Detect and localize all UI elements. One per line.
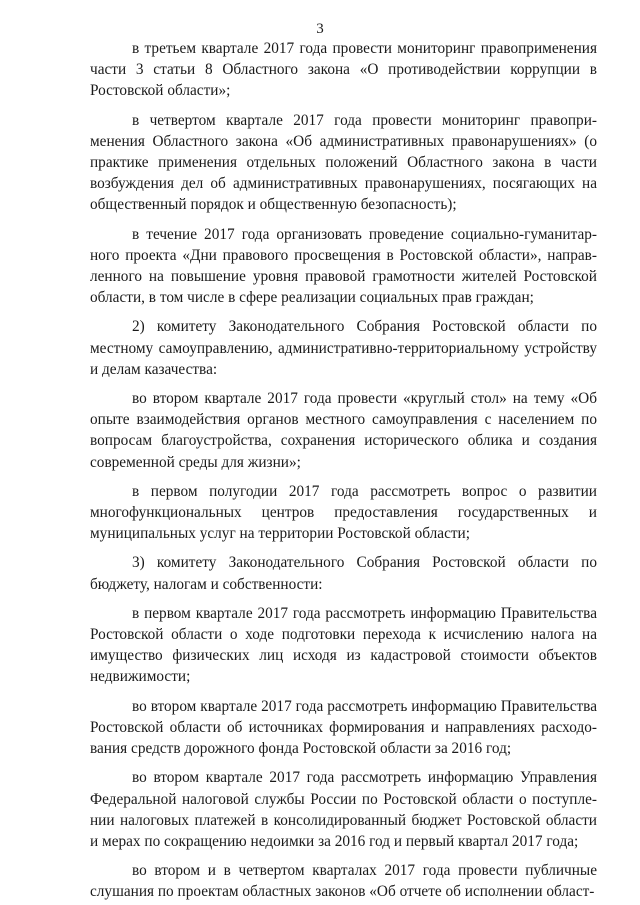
paragraph: в первом квартале 2017 года рассмотреть информацию Правительства Ростовской области о ходе подготовки перехода к исчислению налога на имущество физических лиц исходя из кадастровой стоимости объектов недвижимости; [90,604,597,686]
paragraph: во втором квартале 2017 года рассмотреть информацию Управления Федеральной налоговой службы России по Ростовской области о поступлении налоговых платежей в консолидированный бюджет Ростовской области и мерах по сокращению недоимки за 2016 год и первый квартал 2017 года; [90,769,597,850]
paragraph: во втором и в четвертом кварталах 2017 года провести публичные слушания по проектам областных законов «Об отчете об исполнении област- [90,862,597,901]
paragraph: во втором квартале 2017 года провести «круглый стол» на тему «Об опыте взаимодействия органов местного самоуправления с населением по вопросам благоустройства, сохранения исторического облика и создания современной среды для жизни»; [90,390,597,471]
paragraph: 2) комитету Законодательного Собрания Ростовской области по местному самоуправлению, административно-территориальному устройству и делам казачества: [90,318,597,378]
paragraph: в первом полугодии 2017 года рассмотреть вопрос о развитии многофункциональных центров предоставления государственных и муниципальных услуг на территории Ростовской области; [90,482,597,543]
paragraph: в четвертом квартале 2017 года провести мониторинг правоприменения Областного закона «Об административных правонарушениях» (о практике применения отдельных положений Областного закона в части возбуждения дел об административных правонарушениях, посягающих на общественный порядок и общественную безопасность); [90,111,597,214]
page-number: 3 [316,21,324,37]
document-body [90,38,597,903]
paragraph: в третьем квартале 2017 года провести мониторинг правоприменения части 3 статьи 8 Областного закона «О противодействии коррупции в Ростовской области»; [90,40,597,100]
paragraph: во втором квартале 2017 года рассмотреть информацию Правительства Ростовской области об источниках формирования и направлениях расходования средств дорожного фонда Ростовской области за 2016 год; [90,697,597,758]
paragraph: в течение 2017 года организовать проведение социально-гуманитарного проекта «Дни правового просвещения в Ростовской области», направленного на повышение уровня правовой грамотности жителей Ростовской области, в том числе в сфере реализации социальных прав граждан; [90,225,597,307]
paragraph: 3) комитету Законодательного Собрания Ростовской области по бюджету, налогам и собственности: [90,554,597,593]
